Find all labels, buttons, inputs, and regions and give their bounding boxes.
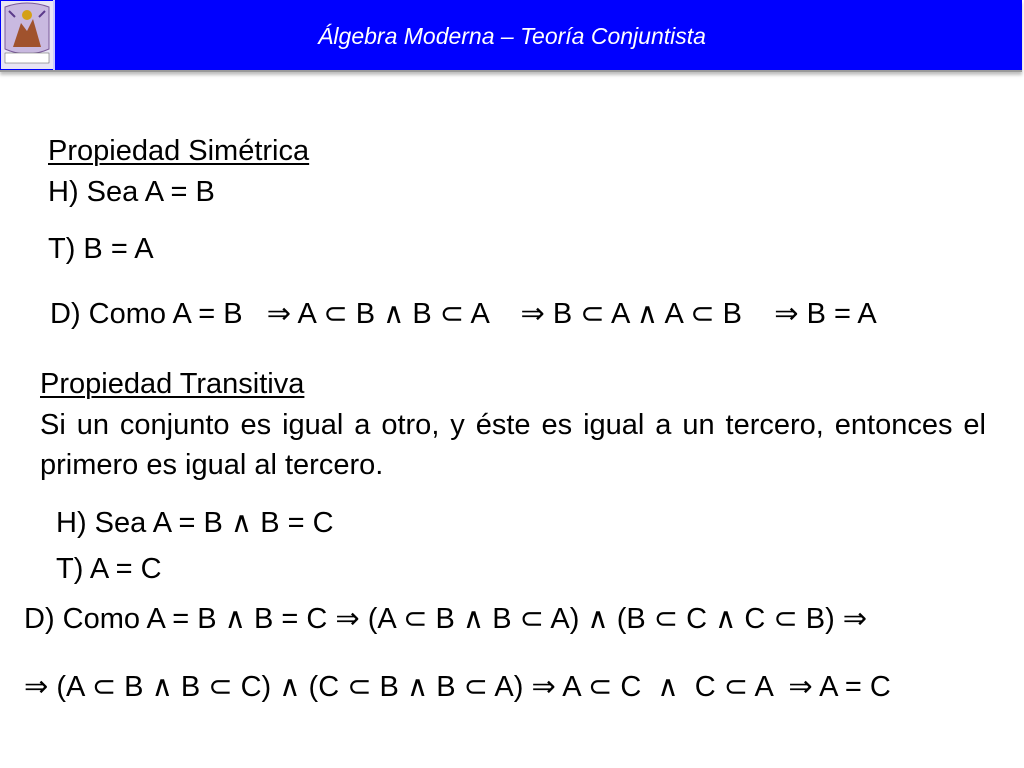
transitiva-thesis: T) A = C (56, 553, 162, 585)
simetrica-title: Propiedad Simétrica (48, 135, 310, 167)
simetrica-demonstration: D) Como A = B ⇒ A ⊂ B ∧ B ⊂ A ⇒ B ⊂ A ∧ A ⊂ B ⇒ B = A (50, 298, 877, 330)
transitiva-demonstration-line-1: D) Como A = B ∧ B = C ⇒ (A ⊂ B ∧ B ⊂ A) ∧ (B ⊂ C ∧ C ⊂ B) ⇒ (24, 603, 868, 635)
transitiva-hypothesis: H) Sea A = B ∧ B = C (56, 507, 334, 539)
transitiva-title: Propiedad Transitiva (40, 368, 305, 400)
transitiva-statement: Si un conjunto es igual a otro, y éste es igual a un tercero, entonces el primero es igual al tercero. (40, 409, 986, 481)
simetrica-hypothesis: H) Sea A = B (48, 176, 215, 208)
header-title: Álgebra Moderna – Teoría Conjuntista (318, 23, 706, 49)
simetrica-thesis: T) B = A (48, 233, 154, 265)
header-bar (0, 0, 1022, 72)
transitiva-demonstration-line-2: ⇒ (A ⊂ B ∧ B ⊂ C) ∧ (C ⊂ B ∧ B ⊂ A) ⇒ A ⊂ C ∧ C ⊂ A ⇒ A = C (24, 671, 891, 703)
